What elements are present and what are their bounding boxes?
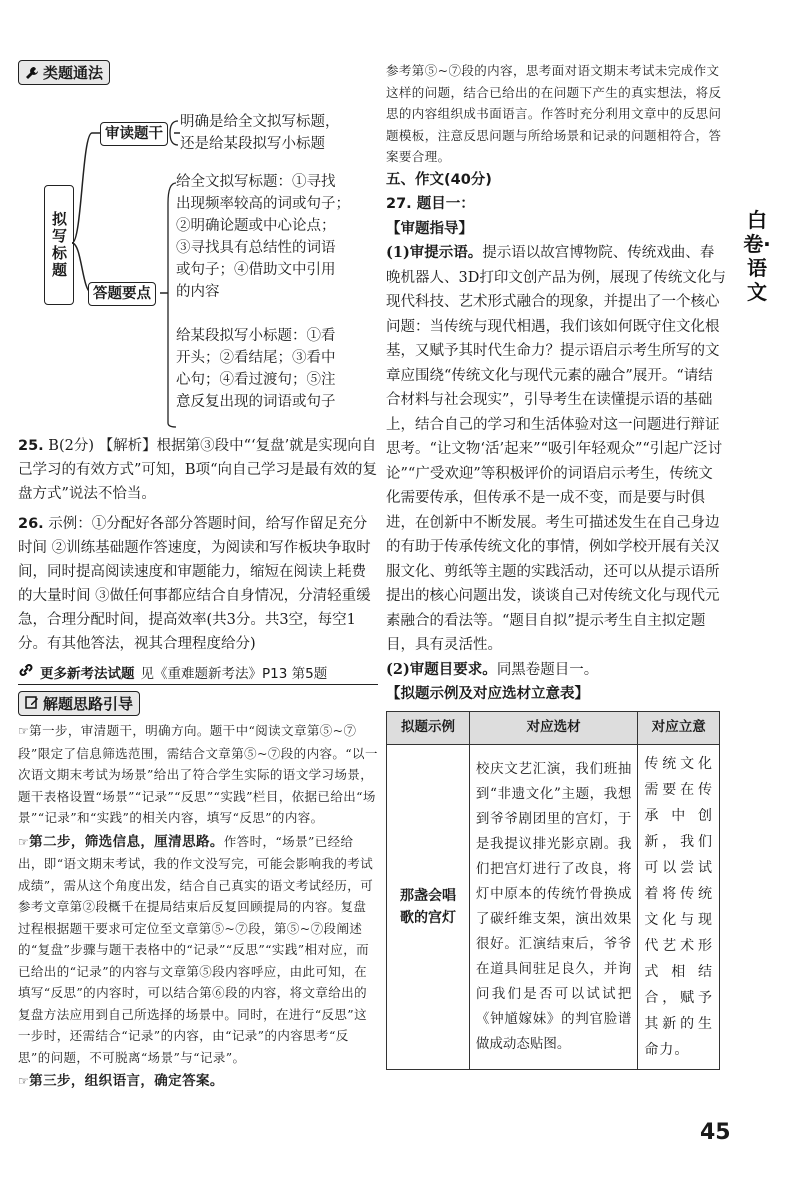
side-tab: 白卷·语文 <box>743 208 771 304</box>
hand-icon: ☞ <box>18 724 30 738</box>
paragraph-head: (1)审提示语。 <box>386 244 483 261</box>
step-3-continued: 参考第⑤~⑦段的内容，思考面对语文期末考试未完成作文这样的问题，结合已给出的在问题下产生的真实想法，将反思的内容组织成书面语言。作答时充分利用文章中的反思问题模板，注意反思问题与所给场景和记录的问题相符合，答案要合理。 <box>386 63 722 164</box>
paragraph-2 <box>386 658 726 683</box>
text-line: 还是给某段拟写小标题 <box>180 136 325 152</box>
mindmap-root: 拟写标题 <box>44 185 74 305</box>
mindmap-read-text <box>180 111 376 155</box>
step-1 <box>18 720 378 829</box>
section-5-title: 五、作文(40分) <box>386 171 492 188</box>
answer-text: B(2分) 【解析】根据第③段中“‘复盘’就是实现向自己学习的有效方式”可知，B项“向自己学习是最有效的复盘方式”说法不恰当。 <box>18 438 377 502</box>
more-label: 更多新考法试题 <box>40 666 135 682</box>
step-text: 第一步，审清题干，明确方向。题干中“阅读文章第⑤~⑦段”限定了信息筛选范围，需结合文章第⑤~⑦段的内容。“以一次语文期末考试为场景”给出了符合学生实际的语文学习场景，题干表格设置“场景”“记录”“反思”“实践”栏目，依据已给出“场景”“记录”和“实践”的相关内容，填写“反思”的内容。 <box>18 723 378 825</box>
answer-26 <box>18 512 378 656</box>
step-head: 第三步，组织语言，确定答案。 <box>29 1073 224 1089</box>
solution-steps <box>18 720 378 1093</box>
paragraph-text: 同黑卷题目一。 <box>496 661 599 678</box>
text-line: 给某段拟写小标题：①看 <box>176 328 336 344</box>
text-line: ③寻找具有总结性的词语 <box>176 240 336 256</box>
hand-icon: ☞ <box>18 834 30 849</box>
wrench-icon <box>25 66 39 80</box>
text-line: 给全文拟写标题：①寻找 <box>176 174 336 190</box>
section-title: 类题通法 <box>43 64 104 82</box>
section-header-method <box>18 60 110 85</box>
left-column <box>18 60 378 1095</box>
table-header: 拟题示例 <box>387 711 470 744</box>
link-icon <box>18 662 34 682</box>
text-line: 心句；④看过渡句；⑤注 <box>176 372 336 388</box>
question-number: 26. <box>18 516 44 532</box>
text-line: 或句子；④借助文中引用 <box>176 262 336 278</box>
step-head: 第二步，筛选信息，厘清思路。 <box>29 833 224 850</box>
table-row <box>387 744 720 1069</box>
answer-text: 示例：①分配好各部分答题时间，给写作留足充分时间 ②训练基础题作答速度，为阅读和写作板块争取时间，同时提高阅读速度和审题能力，缩短在阅读上耗费的大量时间 ③做任何事都应结合自身情况，分清轻重缓急，合理分配时间，提高效率(共3分。共3空，每空1分。有其他答法，视其合理程度给分) <box>18 516 371 652</box>
table-cell-material: 校庆文艺汇演，我们班抽到“非遗文化”主题，我想到爷爷剧团里的宫灯，于是我提议排光影京剧。我们把宫灯进行了改良，将灯中原本的传统竹骨换成了碳纤维支架，演出效果很好。汇演结束后，爷爷在道具间驻足良久，并询问我们是否可以试试把《钟馗嫁妹》的判官脸谱做成动态贴图。 <box>469 744 637 1069</box>
paragraph-text: 提示语以故宫博物院、传统戏曲、春晚机器人、3D打印文创产品为例，展现了传统文化与现代科技、艺术形式融合的现象，并提出了一个核心问题：当传统与现代相遇，我们该如何既守住文化根基，又赋予其时代生命力？提示语启示考生所写的文章应围绕“传统文化与现代元素的融合”展开。“请结合材料与社会现实”，引导考生在读懂提示语的基础上，结合自己的学习和生活体验对这一问题进行辩证思考。“让文物‘活’起来”“吸引年轻观众”“引起广泛讨论”“广受欢迎”等积极评价的词语启示考生，传统文化需要传承，但传承不是一成不变，而是要与时俱进，在创新中不断发展。考生可描述发生在自己身边的有助于传承传统文化的事情，例如学校开展有关汉服文化、剪纸等主题的实践活动，还可以从提示语所提出的核心问题出发，谈谈自己对传统文化与现代元素融合的看法等。“题目自拟”提示考生自主拟定题目，具有灵活性。 <box>386 245 726 653</box>
mindmap-points-b <box>176 325 376 413</box>
guide-label: 【审题指导】 <box>386 219 473 237</box>
text-line: 明确是给全文拟写标题， <box>180 114 340 130</box>
text-line: 意反复出现的词语或句子 <box>176 394 336 410</box>
table-header-row <box>387 711 720 744</box>
answer-25 <box>18 434 378 506</box>
question-27: 27. 题目一： <box>386 196 475 212</box>
section-header-guide <box>18 691 140 716</box>
table-header: 对应选材 <box>469 711 637 744</box>
table-cell-title: 那盏会唱歌的宫灯 <box>387 744 470 1069</box>
right-column <box>386 60 726 1070</box>
pencil-icon <box>25 695 39 713</box>
mindmap-points-a <box>176 171 376 303</box>
text-line: 开头；②看结尾；③看中 <box>176 350 336 366</box>
table-header: 对应立意 <box>638 711 720 744</box>
text-line: 的内容 <box>176 284 220 300</box>
table-title: 【拟题示例及对应选材立意表】 <box>386 685 589 702</box>
paragraph-1 <box>386 241 726 658</box>
mindmap <box>18 93 378 428</box>
more-ref: 见《重难题新考法》P13 第5题 <box>140 666 328 682</box>
mindmap-node-points: 答题要点 <box>88 282 156 306</box>
guide-title: 解题思路引导 <box>43 695 134 713</box>
hand-icon: ☞ <box>18 1074 30 1088</box>
more-questions-link <box>18 662 378 685</box>
topic-table <box>386 711 720 1070</box>
step-text: 作答时，“场景”已经给出，即“语文期末考试，我的作文没写完，可能会影响我的考试成绩”，需从这个角度出发，结合自己真实的语文考试经历，可参考文章第②段概千在提局结束后反复回顾提局的内容。复盘过程根据题干要求可定位至文章第⑤~⑦段，第⑤~⑦段阐述的“复盘”步骤与题干表格中的“记录”“反思”“实践”相对应，而已给出的“记录”的内容与文章第⑤段内容呼应，由此可知，在填写“反思”的内容时，可以结合第⑥段的内容，将文章给出的复盘方法应用到自己所选择的场景中。同时，在进行“反思”这一步时，还需结合“记录”的内容，由“记录”的内容思考“反思”的问题，不可脱离“场景”与“记录”。 <box>18 833 374 1065</box>
text-line: 出现频率较高的词或句子； <box>176 196 350 212</box>
page-number: 45 <box>700 1120 731 1145</box>
table-cell-idea: 传统文化需要在传承中创新，我们可以尝试着将传统文化与现代艺术形式相结合，赋予其新的生命力。 <box>638 744 720 1069</box>
paragraph-head: (2)审题目要求。 <box>386 660 497 678</box>
text-line: ②明确论题或中心论点； <box>176 218 336 234</box>
section-5 <box>386 168 726 1070</box>
step-3 <box>18 1070 378 1093</box>
question-number: 25. <box>18 438 44 454</box>
mindmap-node-read: 审读题干 <box>100 122 168 146</box>
step-2 <box>18 831 378 1069</box>
